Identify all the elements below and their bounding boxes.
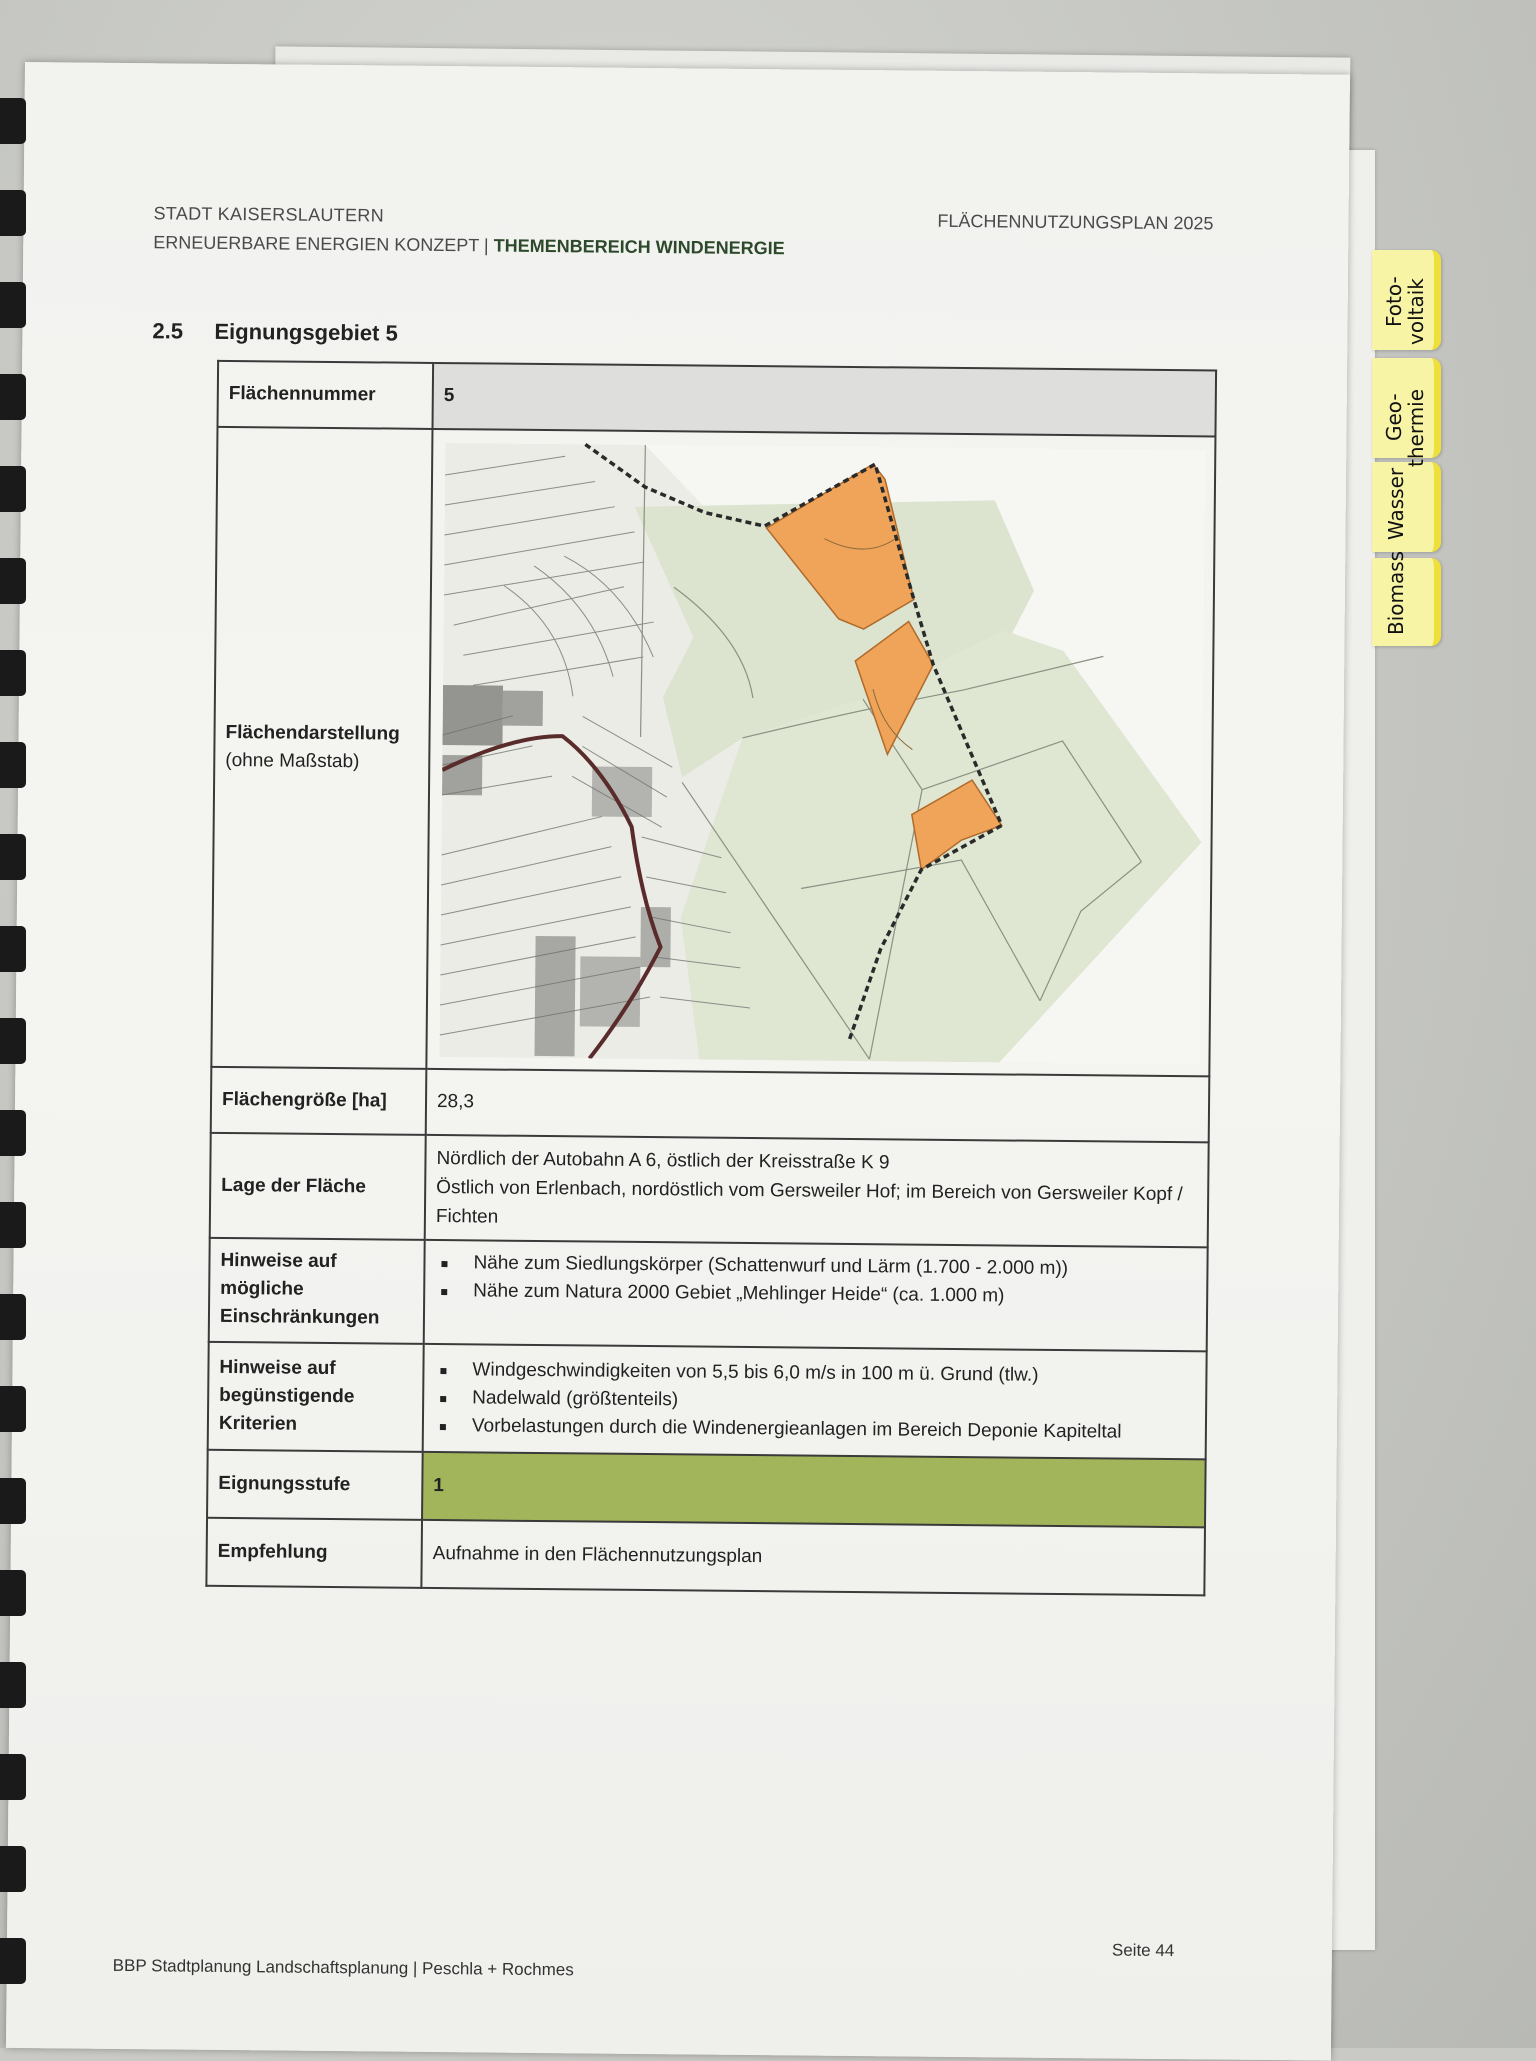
binding-ring xyxy=(0,1110,26,1156)
beguenstigend-list xyxy=(434,1356,1196,1447)
table-row xyxy=(206,1518,1205,1596)
binding-ring xyxy=(0,834,26,880)
binding-ring xyxy=(0,1478,26,1524)
map-image xyxy=(439,443,1205,1064)
list-item: Nadelwald (größtenteils) xyxy=(452,1384,1195,1419)
row-label-eignungsstufe: Eignungsstufe xyxy=(207,1450,423,1520)
header-theme: THEMENBEREICH WINDENERGIE xyxy=(493,235,785,259)
binding-ring xyxy=(0,1754,26,1800)
area-map xyxy=(439,435,1205,1064)
header-city: STADT KAISERSLAUTERN xyxy=(153,203,385,226)
map-cell xyxy=(426,429,1215,1076)
table-row xyxy=(208,1342,1207,1460)
binding-ring xyxy=(0,1202,26,1248)
tab-label-voltaik: voltaik xyxy=(1404,278,1428,345)
binding-ring xyxy=(0,926,26,972)
darstellung-label: Flächendarstellung xyxy=(225,721,400,745)
binding-ring xyxy=(0,190,26,236)
row-label-flaechennummer: Flächennummer xyxy=(218,361,434,429)
list-item: Windgeschwindigkeiten von 5,5 bis 6,0 m/s in 100 m ü. Grund (tlw.) xyxy=(452,1356,1195,1391)
list-item: Vorbelastungen durch die Windenergieanlagen im Bereich Deponie Kapiteltal xyxy=(452,1412,1195,1447)
header-plan: FLÄCHENNUTZUNGSPLAN 2025 xyxy=(937,210,1214,234)
tab-labels xyxy=(1378,245,1440,645)
einschraenkungen-list xyxy=(435,1249,1197,1312)
value-flaechennummer: 5 xyxy=(432,363,1216,437)
darstellung-sublabel: (ohne Maßstab) xyxy=(225,749,360,773)
binding-ring xyxy=(0,1570,26,1616)
list-item: Nähe zum Natura 2000 Gebiet „Mehlinger Heide“ (ca. 1.000 m) xyxy=(453,1277,1196,1312)
binding-ring xyxy=(0,650,26,696)
tab-label-thermie: thermie xyxy=(1404,388,1428,467)
row-label-beguenstigend: Hinweise auf begünstigende Kriterien xyxy=(208,1342,424,1452)
tab-label-geo: Geo- xyxy=(1382,393,1406,441)
header-concept: ERNEUERBARE ENERGIEN KONZEPT | xyxy=(153,232,489,256)
row-label-empfehlung: Empfehlung xyxy=(206,1518,422,1588)
value-beguenstigend xyxy=(423,1344,1207,1460)
row-label-groesse: Flächengröße [ha] xyxy=(211,1067,427,1135)
section-number: 2.5 xyxy=(152,318,184,344)
binding-ring xyxy=(0,282,26,328)
row-label-einschraenkungen: Hinweise auf mögliche Einschränkungen xyxy=(209,1238,425,1344)
value-empfehlung: Aufnahme in den Flächennutzungsplan xyxy=(421,1520,1205,1596)
section-heading xyxy=(152,318,398,346)
table-row xyxy=(210,1133,1209,1248)
value-lage xyxy=(425,1135,1209,1248)
lage-line-1: Nördlich der Autobahn A 6, östlich der Kreisstraße K 9 xyxy=(436,1148,890,1174)
list-item: Nähe zum Siedlungskörper (Schattenwurf und Lärm (1.700 - 2.000 m)) xyxy=(453,1249,1196,1284)
binding-ring xyxy=(0,466,26,512)
binding-ring xyxy=(0,98,26,144)
section-title: Eignungsgebiet 5 xyxy=(214,318,398,346)
page-header xyxy=(153,203,1213,263)
table-row xyxy=(207,1450,1206,1528)
spiral-binding xyxy=(0,0,28,2048)
value-groesse: 28,3 xyxy=(426,1069,1210,1143)
table-row xyxy=(211,1067,1210,1143)
binding-ring xyxy=(0,558,26,604)
table-row xyxy=(211,427,1215,1077)
lage-line-2: Östlich von Erlenbach, nordöstlich vom Gersweiler Hof; im Bereich von Gersweiler Kopf / Fichten xyxy=(435,1176,1183,1228)
document-page xyxy=(6,62,1350,2061)
row-label-lage: Lage der Fläche xyxy=(210,1133,426,1240)
binding-ring xyxy=(0,1386,26,1432)
table-row xyxy=(218,361,1217,437)
binding-ring xyxy=(0,1846,26,1892)
tab-label-biomass: Biomass xyxy=(1384,550,1408,635)
binding-ring xyxy=(0,1294,26,1340)
value-eignungsstufe: 1 xyxy=(422,1452,1206,1528)
tab-label-wasser: Wasser xyxy=(1384,467,1408,540)
tab-label-foto: Foto- xyxy=(1382,276,1406,327)
value-einschraenkungen xyxy=(424,1240,1208,1352)
binding-ring xyxy=(0,742,26,788)
binding-ring xyxy=(0,1938,26,1984)
page-number: Seite 44 xyxy=(1111,1940,1175,1961)
row-label-darstellung xyxy=(211,427,432,1069)
page-footer: BBP Stadtplanung Landschaftsplanung | Peschla + Rochmes xyxy=(112,1955,574,1980)
binding-ring xyxy=(0,1662,26,1708)
area-profile-table xyxy=(205,360,1217,1597)
table-row xyxy=(209,1238,1208,1352)
header-concept-line xyxy=(153,232,1213,263)
binding-ring xyxy=(0,1018,26,1064)
binding-ring xyxy=(0,374,26,420)
